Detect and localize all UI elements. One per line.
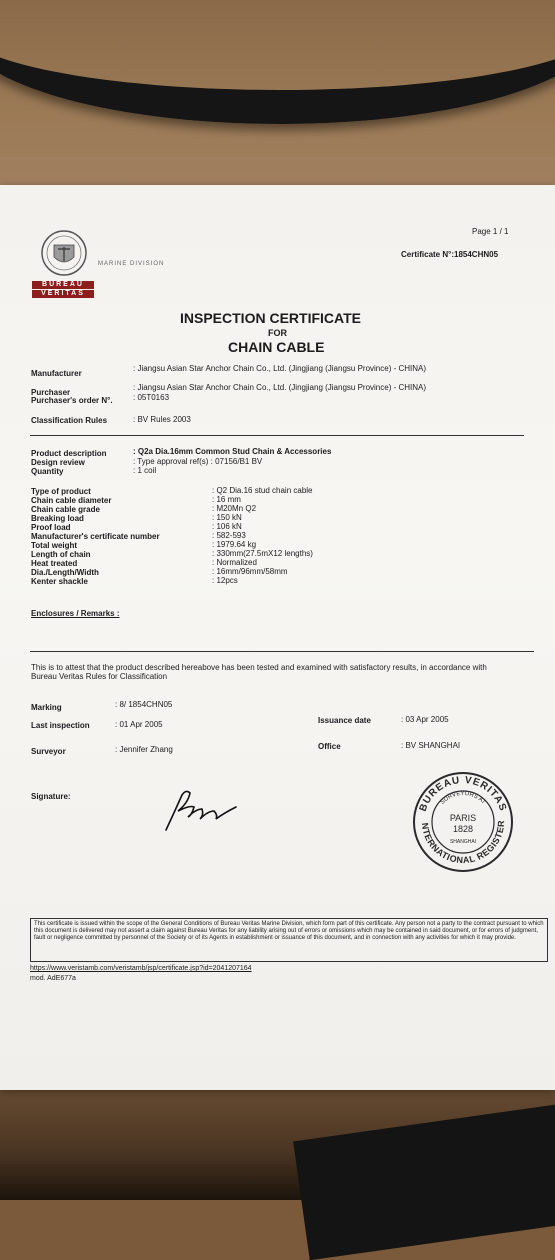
rules-label: Classification Rules bbox=[31, 416, 108, 425]
svg-text:SURVEYORS AT bbox=[440, 791, 487, 806]
brand-line-2: VERITAS bbox=[32, 290, 94, 298]
divider-2 bbox=[30, 651, 534, 652]
enclosures-label: Enclosures / Remarks : bbox=[31, 609, 120, 618]
order-value: : 05T0163 bbox=[133, 393, 170, 402]
issuance-date-label: Issuance date bbox=[318, 716, 371, 725]
rules-value: : BV Rules 2003 bbox=[133, 415, 191, 424]
spec-value: : 16mm/96mm/58mm bbox=[212, 567, 288, 576]
spec-value: : 1979.64 kg bbox=[212, 540, 257, 549]
form-mod: mod. AdE677a bbox=[30, 975, 76, 982]
brand-line-1: BUREAU bbox=[32, 281, 94, 289]
office-label: Office bbox=[318, 742, 341, 751]
spec-value: : 12pcs bbox=[212, 576, 238, 585]
product-desc-label: Product description bbox=[31, 449, 107, 458]
attest-line-2: Bureau Veritas Rules for Classification bbox=[31, 672, 168, 681]
spec-label: Heat treated bbox=[31, 559, 78, 568]
spec-value: : 106 kN bbox=[212, 522, 242, 531]
purchaser-value: : Jiangsu Asian Star Anchor Chain Co., Ltd. (Jingjiang (Jiangsu Province) - CHINA) bbox=[133, 383, 427, 392]
marking-value: : 8/ 1854CHN05 bbox=[115, 700, 173, 709]
purchaser-label: Purchaser bbox=[31, 388, 71, 397]
office-value: : BV SHANGHAI bbox=[401, 741, 461, 750]
order-label: Purchaser's order N°. bbox=[31, 396, 113, 405]
spec-label: Proof load bbox=[31, 523, 71, 532]
page-number: Page 1 / 1 bbox=[472, 227, 509, 236]
title-line-1: INSPECTION CERTIFICATE bbox=[180, 310, 361, 326]
stamp-branch: SHANGHAI bbox=[449, 839, 477, 845]
footer-notice: This certificate is issued within the scope of the General Conditions of Bureau Veritas Marine Division, which form part of this certificate. Any person not a party to the contract pursuant to which this document is delivered may not assert a claim against Bureau Veritas for any liability arising out of errors or omissions which may be contained in said document, or for errors of judgment, fault or negligence committed by personnel of the Society or of its Agents in establishment or issuance of this document, and in connection with any activities for which it may provide. bbox=[30, 918, 548, 962]
manufacturer-label: Manufacturer bbox=[31, 369, 82, 378]
last-inspection-label: Last inspection bbox=[31, 721, 90, 730]
stamp-year: 1828 bbox=[452, 824, 474, 834]
stamp-bottom-text: NTERNATIONAL REGISTER bbox=[419, 819, 507, 866]
bureau-veritas-stamp bbox=[412, 771, 514, 873]
handwritten-signature bbox=[160, 785, 240, 835]
spec-label: Length of chain bbox=[31, 550, 91, 559]
quantity-value: : 1 coil bbox=[133, 466, 157, 475]
spec-label: Dia./Length/Width bbox=[31, 568, 99, 577]
spec-label: Chain cable grade bbox=[31, 505, 100, 514]
spec-value: : Normalized bbox=[212, 558, 257, 567]
spec-label: Manufacturer's certificate number bbox=[31, 532, 160, 541]
design-review-value: : Type approval ref(s) : 07156/B1 BV bbox=[133, 457, 263, 466]
divider-1 bbox=[30, 435, 524, 436]
bureau-veritas-brand bbox=[32, 281, 94, 299]
division-label: MARINE DIVISION bbox=[98, 261, 165, 267]
spec-label: Total weight bbox=[31, 541, 78, 550]
stamp-sub-text: SURVEYORS AT bbox=[439, 790, 487, 806]
stamp-city: PARIS bbox=[449, 813, 477, 823]
title-line-2: FOR bbox=[268, 328, 287, 338]
issuance-date-value: : 03 Apr 2005 bbox=[401, 715, 449, 724]
certificate-document bbox=[0, 185, 555, 1090]
spec-label: Type of product bbox=[31, 487, 91, 496]
attest-line-1: This is to attest that the product described hereabove has been tested and examined with satisfactory results, in accordance with bbox=[31, 663, 487, 672]
manufacturer-value: : Jiangsu Asian Star Anchor Chain Co., Ltd. (Jingjiang (Jiangsu Province) - CHINA) bbox=[133, 364, 427, 373]
quantity-label: Quantity bbox=[31, 467, 64, 476]
certificate-number: Certificate N°:1854CHN05 bbox=[401, 250, 499, 259]
spec-label: Kenter shackle bbox=[31, 577, 88, 586]
spec-label: Chain cable diameter bbox=[31, 496, 112, 505]
surveyor-label: Surveyor bbox=[31, 747, 66, 756]
spec-value: : 16 mm bbox=[212, 495, 241, 504]
spec-label: Breaking load bbox=[31, 514, 84, 523]
stamp-top-text: BUREAU VERITAS bbox=[417, 774, 509, 814]
spec-value: : M20Mn Q2 bbox=[212, 504, 257, 513]
signature-label: Signature: bbox=[31, 792, 71, 801]
certificate-url[interactable]: https://www.veristamb.com/veristamb/jsp/certificate.jsp?id=2041207164 bbox=[30, 965, 252, 972]
spec-value: : 330mm(27.5mX12 lengths) bbox=[212, 549, 313, 558]
design-review-label: Design review bbox=[31, 458, 85, 467]
spec-value: : Q2 Dia.16 stud chain cable bbox=[212, 486, 313, 495]
marking-label: Marking bbox=[31, 703, 62, 712]
spec-value: : 150 kN bbox=[212, 513, 242, 522]
surveyor-value: : Jennifer Zhang bbox=[115, 745, 173, 754]
product-desc-value: : Q2a Dia.16mm Common Stud Chain & Accessories bbox=[133, 447, 332, 456]
last-inspection-value: : 01 Apr 2005 bbox=[115, 720, 163, 729]
spec-value: : 582-593 bbox=[212, 531, 246, 540]
title-line-3: CHAIN CABLE bbox=[228, 339, 325, 355]
